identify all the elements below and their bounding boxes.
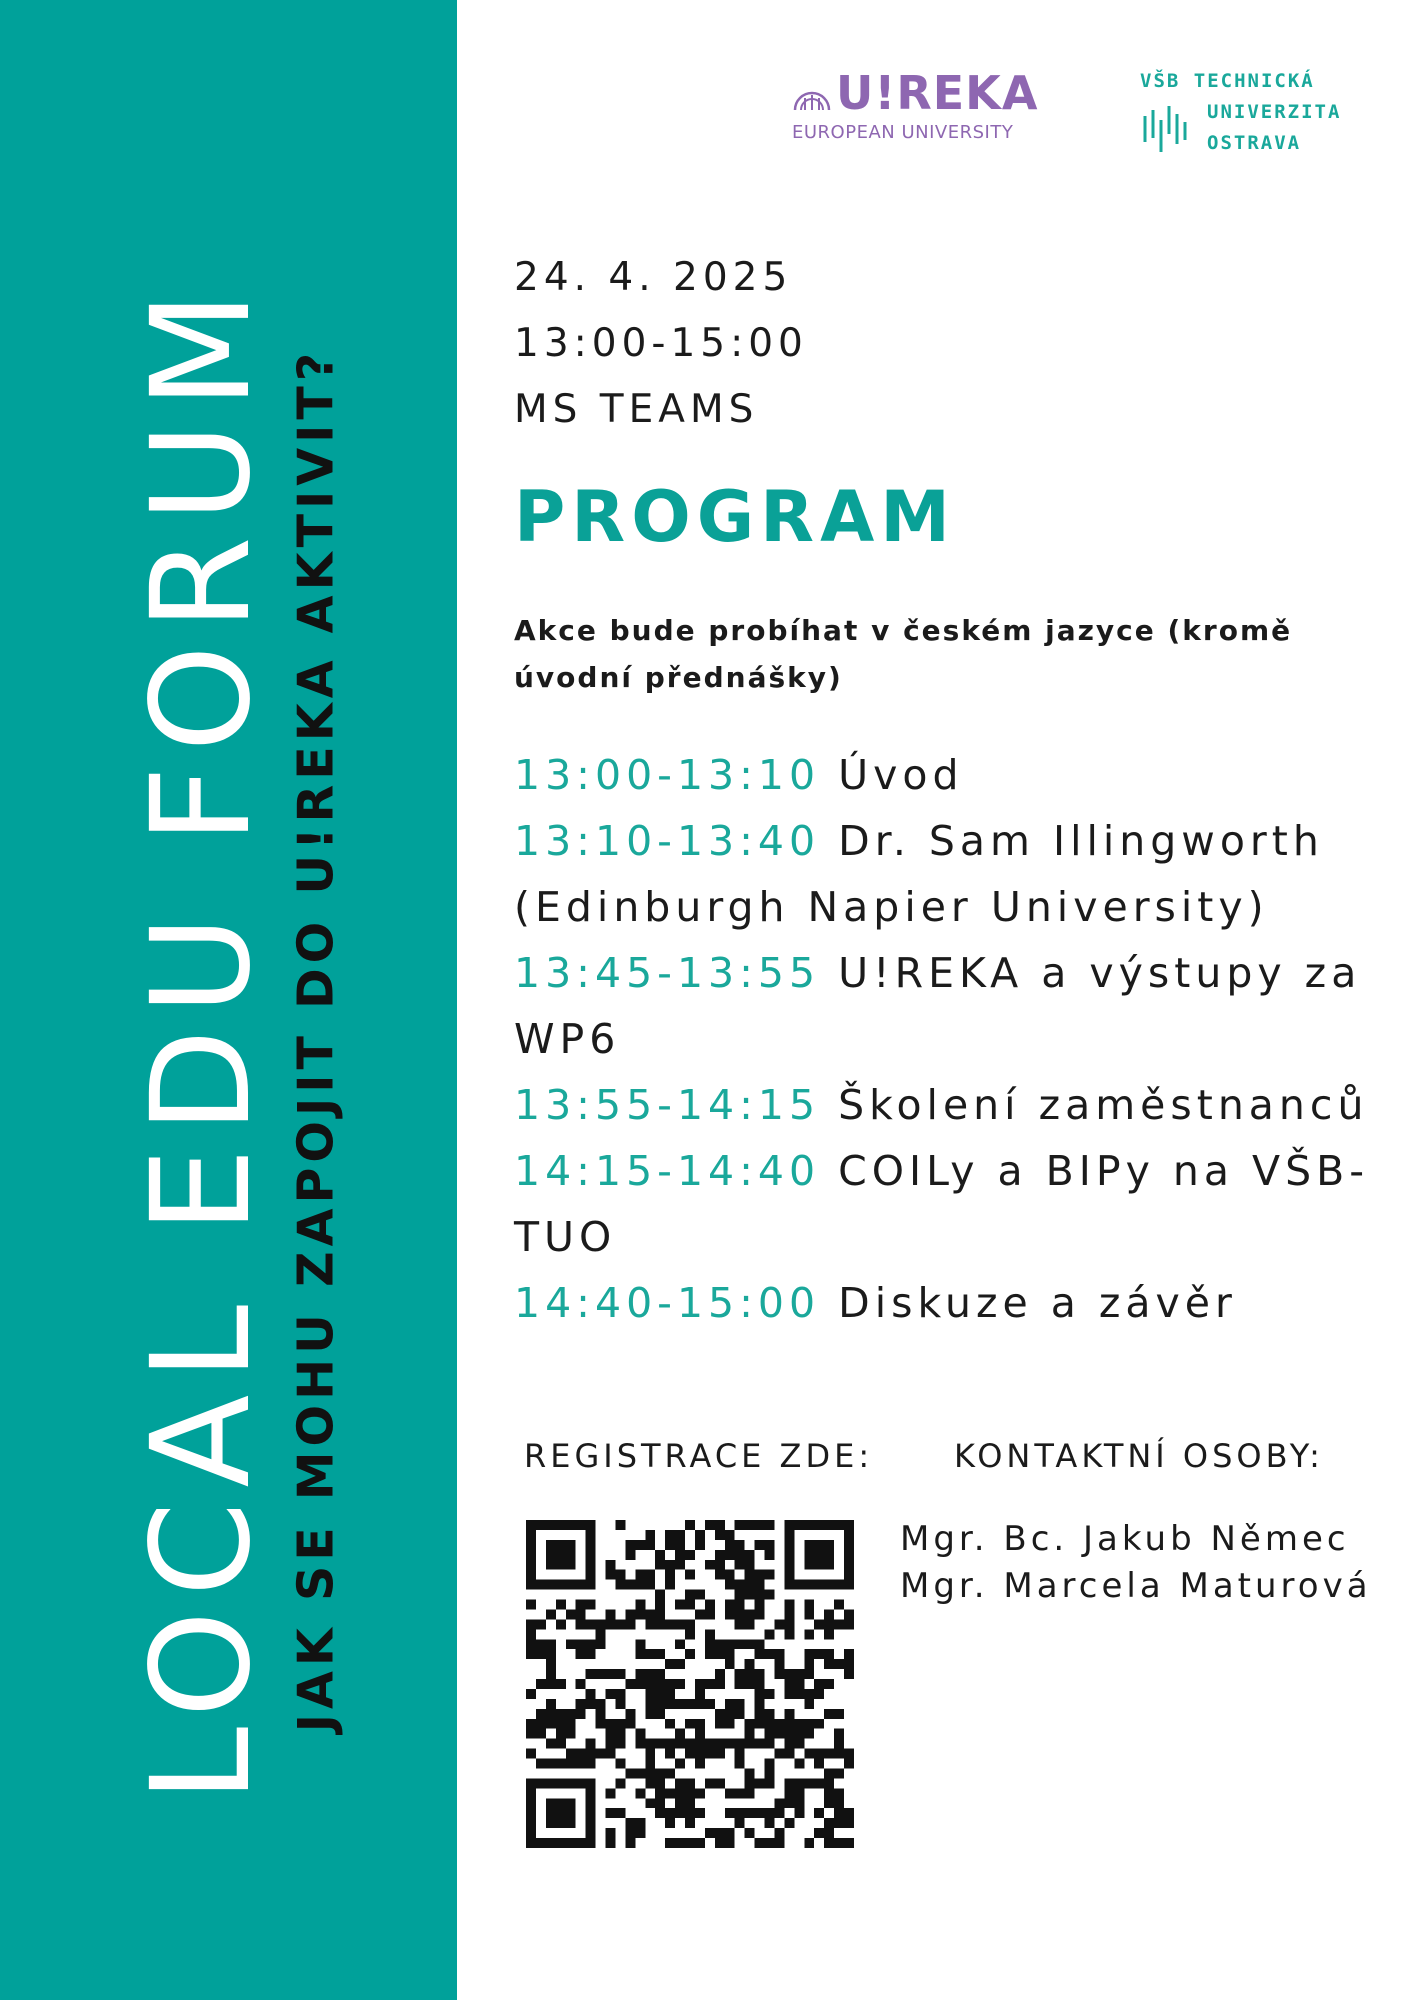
schedule-time: 13:55-14:15: [514, 1081, 821, 1129]
qr-code-icon[interactable]: [526, 1520, 854, 1848]
vsb-wordmark: [1140, 66, 1341, 159]
schedule-time: 14:15-14:40: [514, 1147, 821, 1195]
contact-person: Mgr. Bc. Jakub Němec: [900, 1519, 1350, 1559]
qr-modules: [526, 1520, 854, 1848]
schedule-item: [514, 1270, 1374, 1336]
sidebar-band: [0, 0, 457, 2000]
vsb-line1: VŠB TECHNICKÁ: [1140, 70, 1315, 92]
vsb-logo: [1140, 66, 1400, 156]
ureka-subtitle: EUROPEAN UNIVERSITY: [792, 122, 1014, 143]
schedule-time: 14:40-15:00: [514, 1279, 821, 1327]
program-schedule: [514, 742, 1374, 1336]
schedule-time: 13:45-13:55: [514, 949, 821, 997]
event-time: 13:00-15:00: [514, 321, 808, 366]
schedule-title: COILy a BIPy na VŠB-TUO: [514, 1147, 1370, 1261]
event-info: [514, 245, 808, 443]
language-note: Akce bude probíhat v českém jazyce (kromě úvodní přednášky): [514, 614, 1293, 694]
ureka-wordmark: U!REKA: [836, 66, 1039, 120]
program-heading: PROGRAM: [514, 476, 956, 558]
ureka-logo: [792, 66, 1060, 150]
event-date: 24. 4. 2025: [514, 255, 793, 300]
event-venue: MS TEAMS: [514, 387, 759, 432]
contacts-label: KONTAKTNÍ OSOBY:: [954, 1437, 1324, 1475]
ureka-dome-icon: [792, 76, 832, 112]
contact-person: Mgr. Marcela Maturová: [900, 1566, 1372, 1606]
contact-list: [900, 1516, 1372, 1610]
registration-label: REGISTRACE ZDE:: [524, 1437, 874, 1475]
schedule-time: 13:00-13:10: [514, 751, 821, 799]
schedule-item: [514, 808, 1374, 940]
schedule-time: 13:10-13:40: [514, 817, 821, 865]
schedule-title: U!REKA a výstupy za WP6: [514, 949, 1362, 1063]
schedule-item: [514, 940, 1374, 1072]
vsb-line3: OSTRAVA: [1207, 132, 1302, 154]
vsb-line2: UNIVERZITA: [1207, 101, 1342, 123]
schedule-title: Úvod: [838, 751, 964, 799]
schedule-item: [514, 1138, 1374, 1270]
forum-subtitle: JAK SE MOHU ZAPOJIT DO U!REKA AKTIVIT?: [287, 347, 345, 1733]
schedule-title: Diskuze a závěr: [838, 1279, 1237, 1327]
schedule-item: [514, 742, 1374, 808]
schedule-title: Školení zaměstnanců: [838, 1081, 1369, 1129]
schedule-title: Dr. Sam Illingworth (Edinburgh Napier University): [514, 817, 1324, 931]
forum-title: LOCAL EDU FORUM: [123, 277, 281, 1803]
schedule-item: [514, 1072, 1374, 1138]
